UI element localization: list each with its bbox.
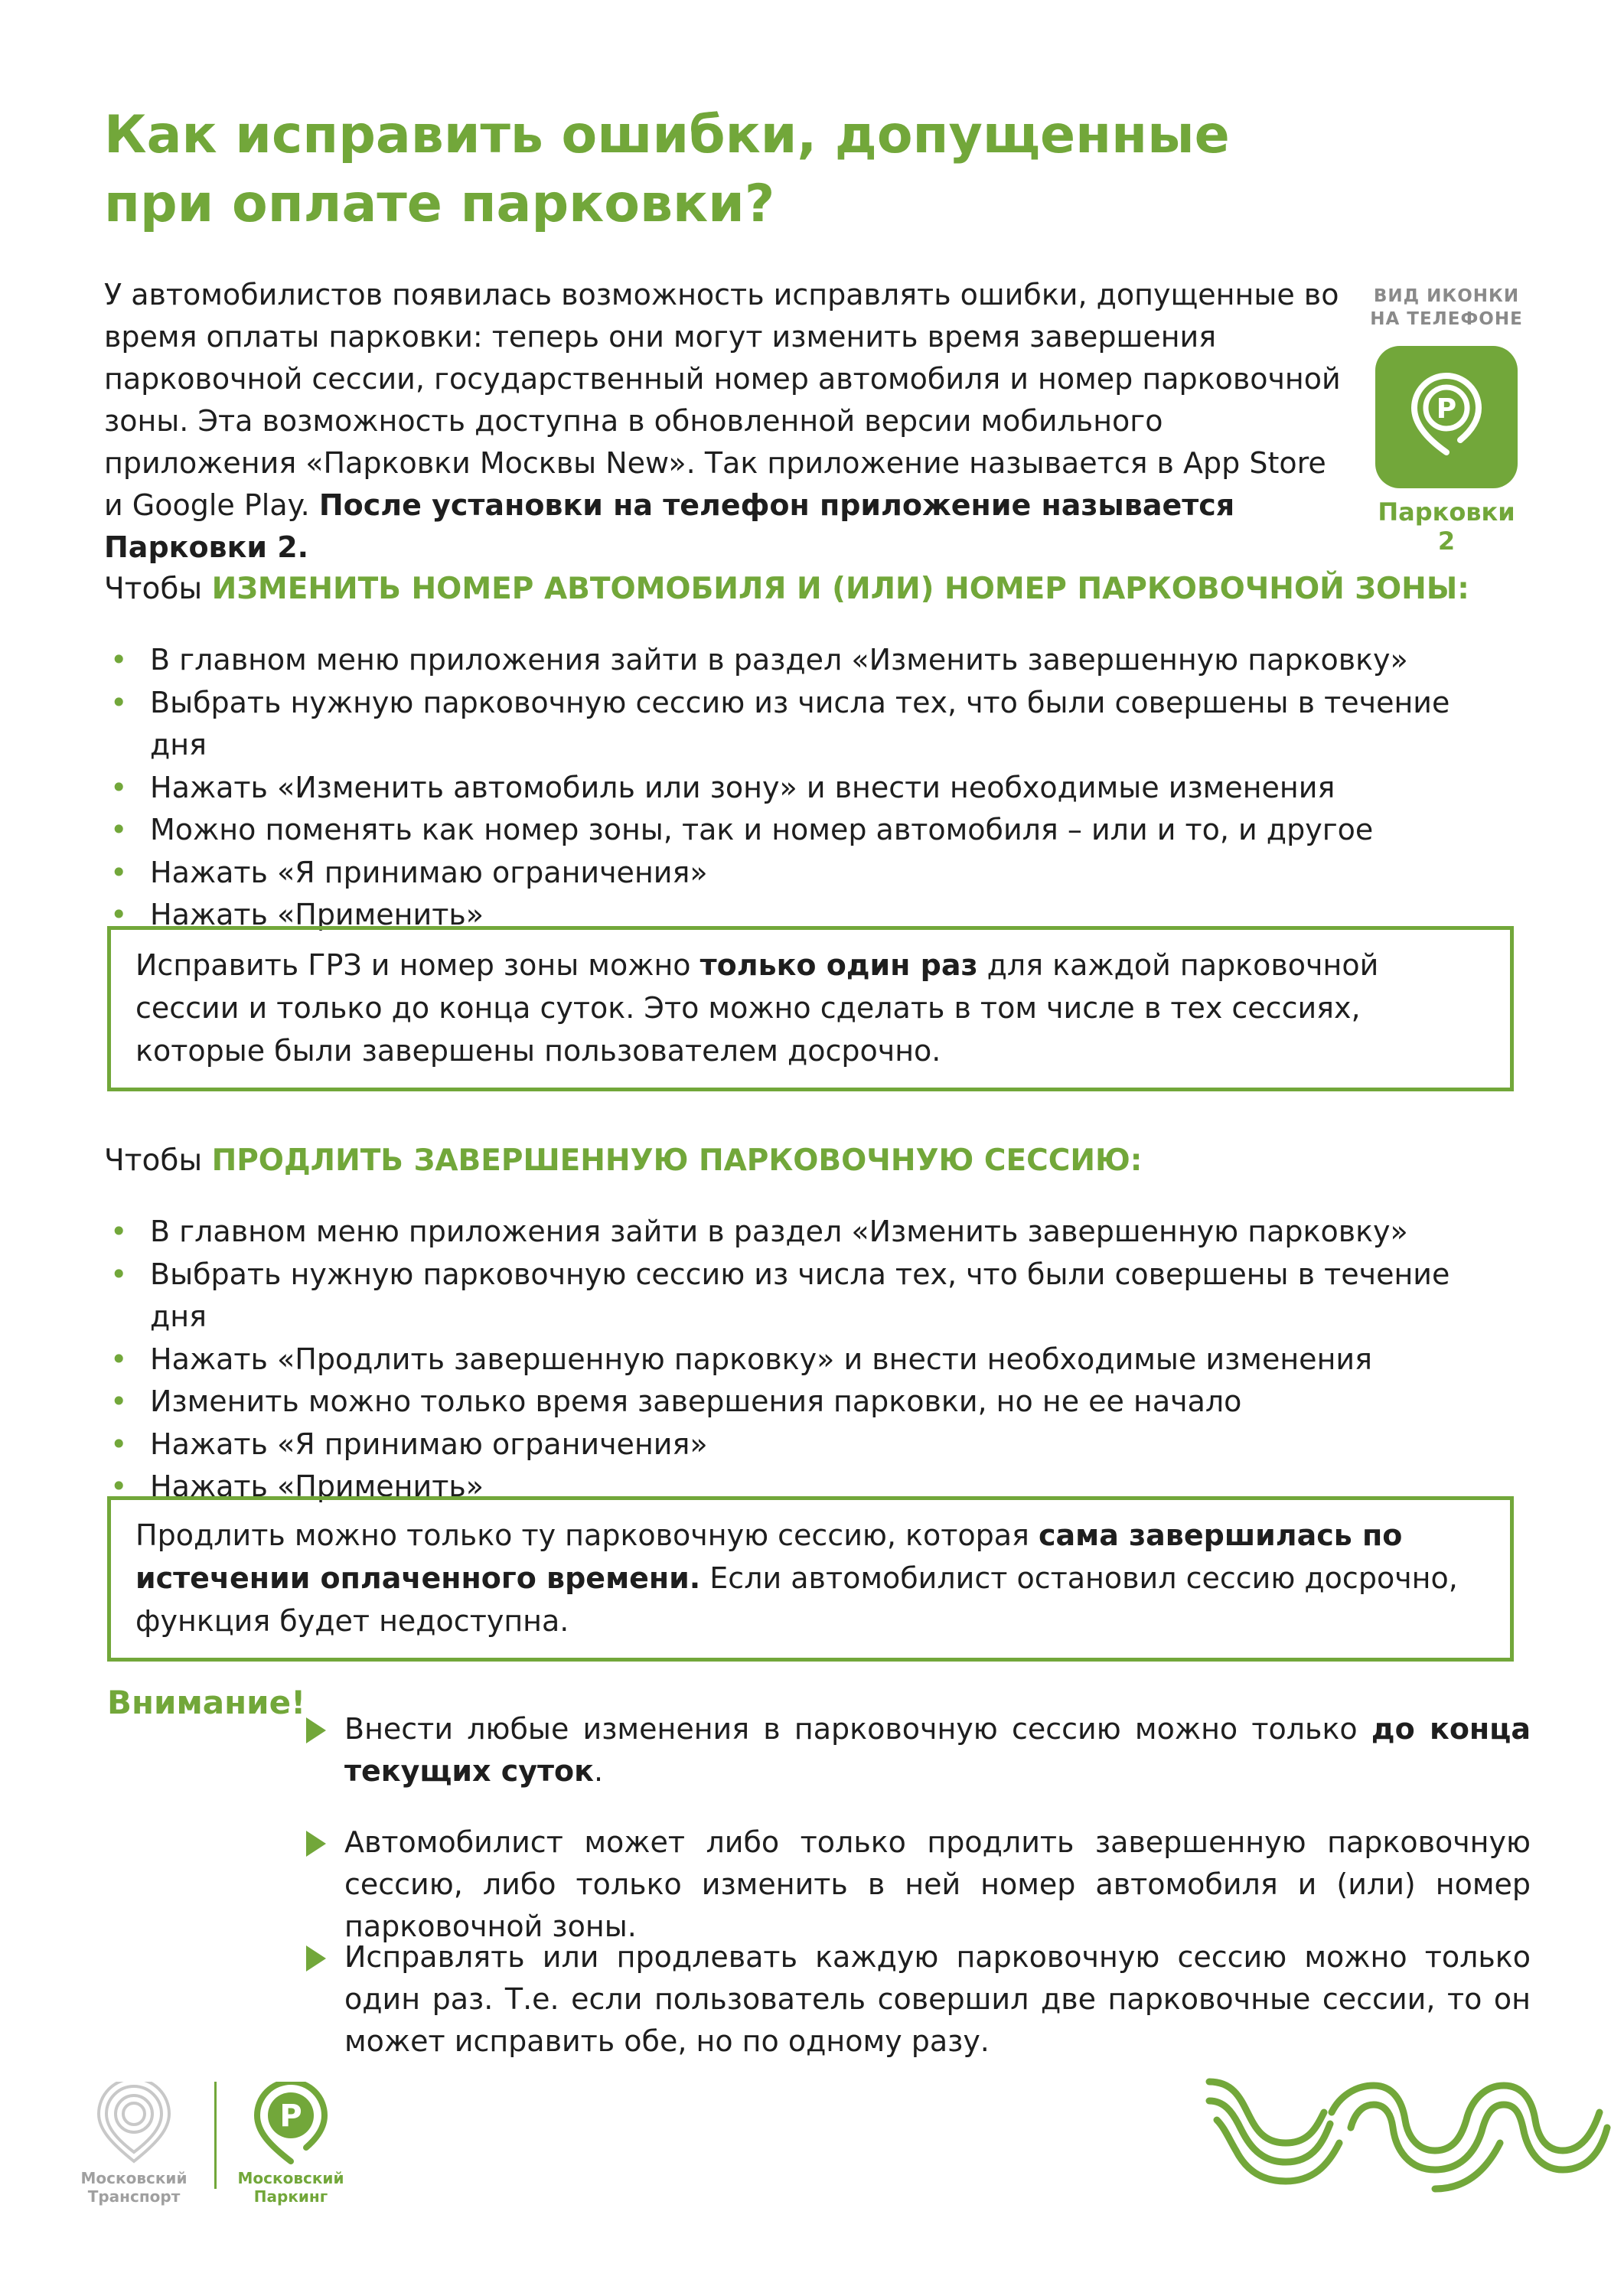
moscow-parking-logo-icon: [245, 2082, 337, 2166]
bullet-icon: •: [110, 1342, 128, 1376]
list-item-text: Можно поменять как номер зоны, так и номер автомобиля – или и то, и другое: [150, 813, 1374, 846]
bullet-icon: •: [110, 813, 128, 846]
section-2-steps: [104, 1211, 1482, 1508]
moscow-transport-caption-line-1: Московский: [80, 2169, 188, 2187]
bullet-icon: •: [110, 1384, 128, 1418]
moscow-parking-caption-line-2: Паркинг: [253, 2187, 328, 2206]
moscow-parking-caption: [230, 2169, 352, 2206]
bullet-icon: •: [110, 1257, 128, 1291]
bullet-icon: •: [110, 770, 128, 804]
logo-divider: [214, 2082, 217, 2189]
app-icon-caption-line-2: НА ТЕЛЕФОНЕ: [1370, 309, 1523, 329]
bullet-icon: •: [110, 1215, 128, 1248]
list-item-text: Нажать «Продлить завершенную парковку» и внести необходимые изменения: [150, 1342, 1372, 1376]
attention-bold-text: до конца текущих суток: [344, 1712, 1531, 1788]
list-item: [104, 639, 1482, 682]
list-item-text: Нажать «Применить»: [150, 1469, 484, 1503]
attention-text-part: Автомобилист может либо только продлить завершенную парковочную сессию, либо только изменить в ней номер автомобиля и (или) номер парковочной зоны.: [344, 1825, 1531, 1943]
list-item-text: Нажать «Я принимаю ограничения»: [150, 855, 708, 889]
note-text: Если автомобилист остановил сессию досрочно, функция будет недоступна.: [135, 1561, 1458, 1638]
attention-label: Внимание!: [107, 1684, 306, 1721]
attention-text-part: .: [593, 1754, 604, 1788]
intro-paragraph: [104, 274, 1344, 569]
app-icon-caption-line-1: ВИД ИКОНКИ: [1373, 286, 1520, 306]
bullet-icon: •: [110, 1427, 128, 1461]
list-item: [104, 852, 1482, 895]
page-title-line-2: при оплате парковки?: [104, 174, 775, 234]
list-item: [104, 767, 1482, 810]
list-item: [104, 1424, 1482, 1466]
app-icon-caption: [1370, 285, 1523, 331]
arrow-right-icon: [306, 1945, 326, 1971]
list-item: [104, 1339, 1482, 1381]
note-text: Исправить ГРЗ и номер зоны можно: [135, 948, 700, 982]
arrow-right-icon: [306, 1831, 326, 1857]
bullet-icon: •: [110, 898, 128, 931]
note-text: Продлить можно только ту парковочную сессию, которая: [135, 1518, 1039, 1552]
section-1-prefix: Чтобы: [104, 572, 212, 606]
attention-item: [306, 1821, 1531, 1948]
note-bold-text: только один раз: [699, 948, 978, 982]
bullet-icon: •: [110, 643, 128, 677]
list-item: [104, 809, 1482, 852]
intro-text: У автомобилистов появилась возможность исправлять ошибки, допущенные во время оплаты парковки: теперь они могут изменить время завершения парковочной сессии, государственный номер автомобиля и номер парковочной зоны. Эта возможность доступна в обновленной версии мобильного приложения «Парковки Москвы New». Так приложение называется в App Store и Google Play.: [104, 278, 1341, 522]
bullet-icon: •: [110, 855, 128, 889]
list-item: [104, 1254, 1482, 1339]
note-bold-text: сама завершилась по истечении оплаченного времени.: [135, 1518, 1403, 1595]
attention-item: [306, 1708, 1531, 1792]
app-icon-name: Парковки 2: [1378, 497, 1515, 556]
moscow-transport-caption-line-2: Транспорт: [87, 2187, 181, 2206]
moscow-transport-logo-icon: [88, 2082, 180, 2166]
moscow-transport-caption: [77, 2169, 191, 2206]
parking-pin-icon: [1375, 346, 1518, 488]
intro-bold-text: После установки на телефон приложение называется Парковки 2.: [104, 488, 1235, 564]
moscow-parking-logo: [230, 2082, 352, 2206]
list-item-text: В главном меню приложения зайти в раздел «Изменить завершенную парковку»: [150, 643, 1408, 677]
attention-text: [306, 1708, 1531, 1792]
arrow-right-icon: [306, 1717, 326, 1743]
section-2-emphasis: ПРОДЛИТЬ ЗАВЕРШЕННУЮ ПАРКОВОЧНУЮ СЕССИЮ:: [211, 1143, 1143, 1178]
list-item-text: Нажать «Я принимаю ограничения»: [150, 1427, 708, 1461]
section-2-prefix: Чтобы: [104, 1143, 212, 1178]
section-1-note: [107, 926, 1514, 1091]
list-item-text: Нажать «Изменить автомобиль или зону» и внести необходимые изменения: [150, 770, 1335, 804]
attention-text: [306, 1821, 1531, 1948]
attention-text-part: Внести любые изменения в парковочную сессию можно только: [344, 1712, 1371, 1746]
page-title-line-1: Как исправить ошибки, допущенные: [104, 105, 1230, 165]
moscow-parking-caption-line-1: Московский: [237, 2169, 344, 2187]
svg-text:P: P: [1436, 393, 1457, 425]
note-text: для каждой парковочной сессии и только до конца суток. Это можно сделать в том числе в тех сессиях, которые были завершены пользователем досрочно.: [135, 948, 1379, 1068]
list-item-text: Изменить можно только время завершения парковки, но не ее начало: [150, 1384, 1242, 1418]
list-item: [104, 682, 1482, 767]
list-item: [104, 1211, 1482, 1254]
svg-text:P: P: [279, 2099, 302, 2134]
section-1-heading: [104, 570, 1469, 608]
list-item-text: Выбрать нужную парковочную сессию из числа тех, что были совершены в течение дня: [150, 1257, 1450, 1333]
list-item: [104, 1381, 1482, 1424]
bullet-icon: •: [110, 685, 128, 719]
attention-text: [306, 1936, 1531, 2063]
list-item-text: Нажать «Применить»: [150, 898, 484, 931]
wave-pattern-icon: [1202, 2066, 1615, 2204]
list-item-text: В главном меню приложения зайти в раздел «Изменить завершенную парковку»: [150, 1215, 1408, 1248]
bullet-icon: •: [110, 1469, 128, 1503]
attention-item: [306, 1936, 1531, 2063]
section-2-heading: [104, 1142, 1142, 1180]
attention-text-part: Исправлять или продлевать каждую парковочную сессию можно только один раз. Т.е. если пользователь совершил две парковочные сессии, то он может исправить обе, но по одному разу.: [344, 1940, 1531, 2058]
page-title: [104, 101, 1252, 239]
app-icon-block: [1370, 285, 1523, 556]
section-1-steps: [104, 639, 1482, 937]
moscow-transport-logo: [77, 2082, 191, 2206]
section-1-emphasis: ИЗМЕНИТЬ НОМЕР АВТОМОБИЛЯ И (ИЛИ) НОМЕР ПАРКОВОЧНОЙ ЗОНЫ:: [211, 572, 1469, 606]
section-2-note: [107, 1496, 1514, 1662]
list-item-text: Выбрать нужную парковочную сессию из числа тех, что были совершены в течение дня: [150, 685, 1450, 762]
